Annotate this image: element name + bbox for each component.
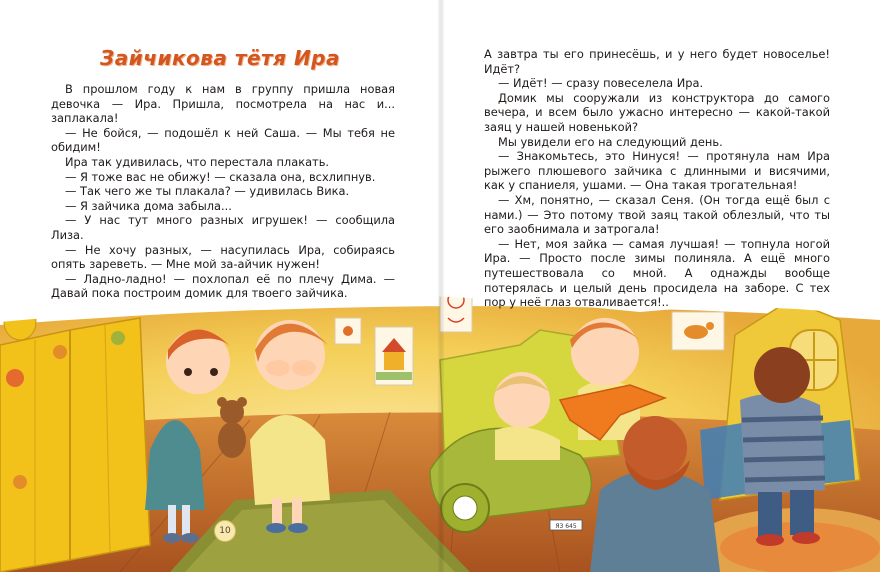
paragraph: — Идёт! — сразу повеселела Ира.	[498, 76, 704, 91]
paragraph: Мы увидели его на следующий день.	[498, 134, 723, 149]
page-number: 10	[214, 520, 236, 542]
story-title: Зайчикова тётя Ира	[100, 46, 340, 70]
paragraph: — Нет, моя зайка — самая лучшая! — топнула ногой Ира. — Просто после зимы полиняла. А ещё много путешествовала со мной. А однажды вообще потерялась и целый день просидела на заборе. С тех пор у неё глаз отваливается!..	[484, 236, 830, 310]
car-plate: ЯЗ 645	[555, 523, 577, 530]
paragraph: — Я тоже вас не обижу! — сказала она, всхлипнув.	[65, 169, 376, 184]
paragraph: — Ладно-ладно! — похлопал её по плечу Дима. — Давай пока построим домик для твоего зайчика.	[51, 271, 395, 301]
paragraph: — Знакомьтесь, это Нинуся! — протянула нам Ира рыжего плюшевого зайчика с длинными и висячими, как у спаниеля, ушами. — Она такая трогательная!	[484, 149, 830, 193]
paragraph: — Не хочу разных, — насупилась Ира, собираясь опять зареветь. — Мне мой за-айчик нужен!	[51, 242, 395, 272]
paragraph: — Я зайчика дома забыла...	[65, 198, 232, 213]
left-text-column	[51, 82, 395, 301]
paragraph: Домик мы сооружали из конструктора до самого вечера, и всем было ужасно интересно — какой-такой заяц у нашей новенькой?	[484, 90, 830, 134]
right-text-column	[484, 47, 830, 310]
paragraph: Ира так удивилась, что перестала плакать.	[65, 154, 330, 169]
paragraph: — Так чего же ты плакала? — удивилась Вика.	[65, 184, 350, 199]
paragraph: — Не бойся, — подошёл к ней Саша. — Мы тебя не обидим!	[51, 125, 395, 155]
paragraph: А завтра ты его принесёшь, и у него будет новоселье! Идёт?	[484, 47, 830, 76]
paragraph: В прошлом году к нам в группу пришла новая девочка — Ира. Пришла, посмотрела на нас и... заплакала!	[51, 82, 395, 126]
book-gutter	[438, 0, 444, 572]
paragraph: — Хм, понятно, — сказал Сеня. (Он тогда ещё был с нами.) — Это потому твой заяц такой облезлый, что ты его заобнимала и затрогала!	[484, 192, 830, 237]
paragraph: — У нас тут много разных игрушек! — сообщила Лиза.	[51, 213, 395, 242]
